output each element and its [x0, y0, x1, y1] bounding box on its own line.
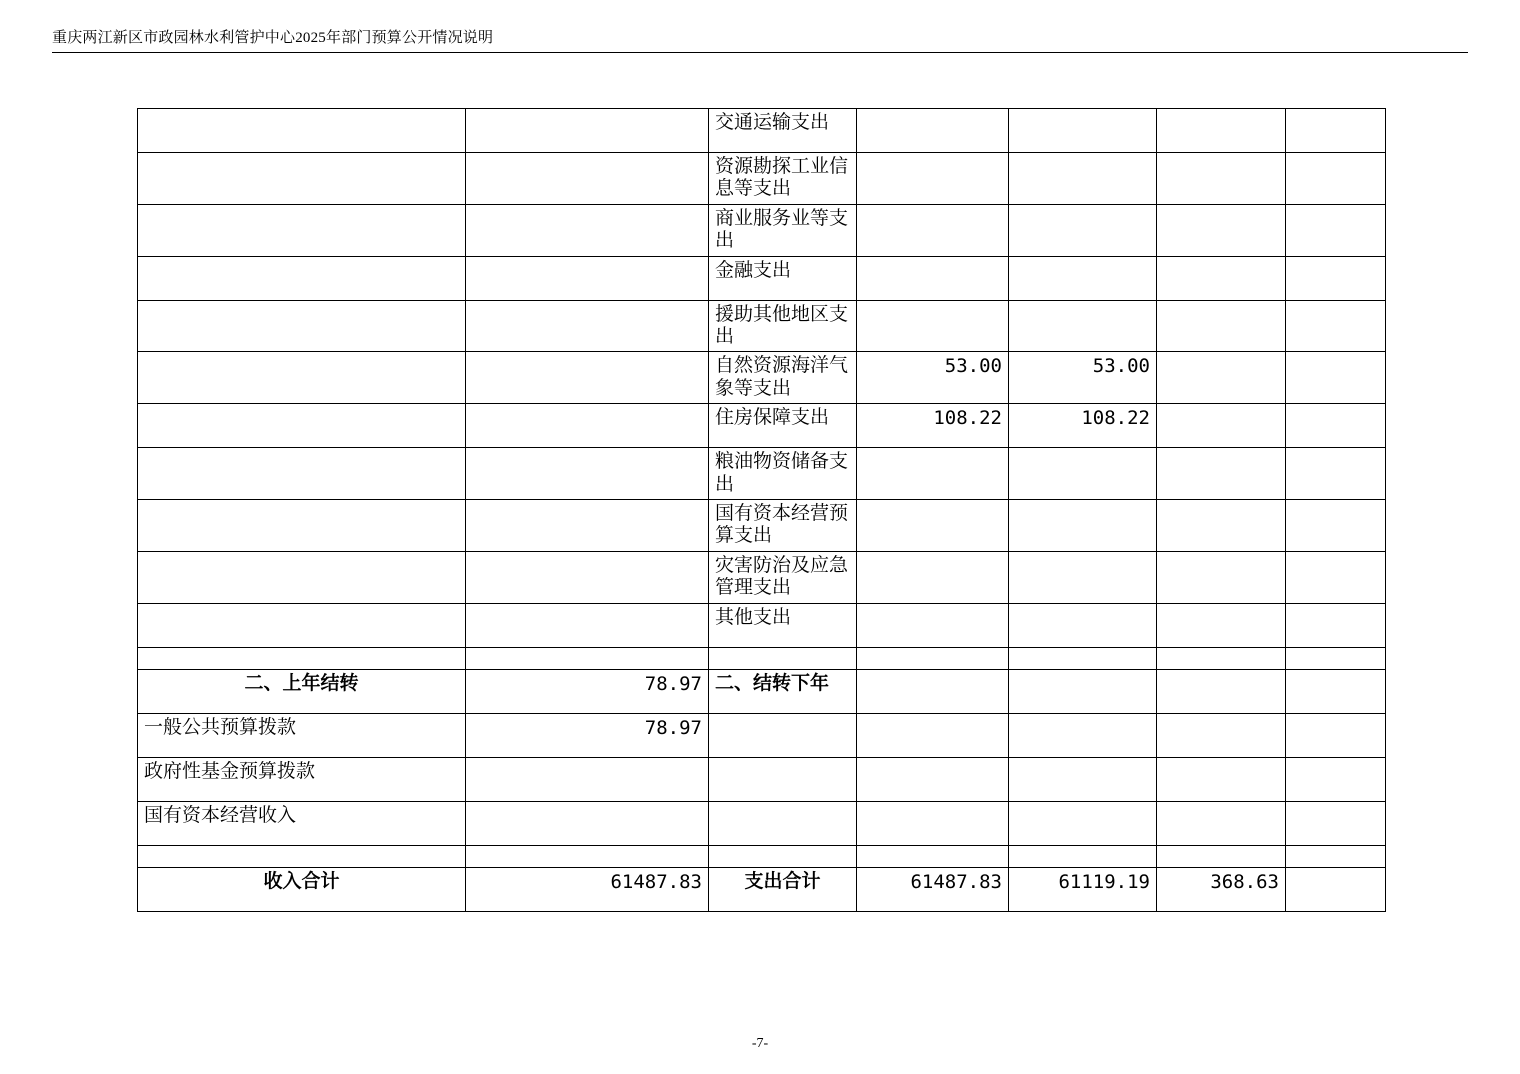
cell-expense-item: 商业服务业等支出	[709, 204, 857, 256]
table-row	[138, 500, 1386, 552]
cell-expense-total	[857, 801, 1009, 845]
table-row	[138, 757, 1386, 801]
table-row	[138, 404, 1386, 448]
cell-income-amount	[466, 845, 709, 867]
cell-expense-total	[857, 109, 1009, 153]
cell-expense-other	[1286, 757, 1386, 801]
cell-expense-total	[857, 153, 1009, 205]
cell-expense-other	[1286, 551, 1386, 603]
cell-income-item	[138, 109, 466, 153]
table-row	[138, 256, 1386, 300]
cell-income-amount: 78.97	[466, 669, 709, 713]
cell-expense-other	[1286, 669, 1386, 713]
cell-income-amount	[466, 204, 709, 256]
cell-expense-project	[1157, 647, 1286, 669]
cell-expense-project	[1157, 153, 1286, 205]
cell-income-item	[138, 500, 466, 552]
cell-income-amount	[466, 448, 709, 500]
cell-income-item	[138, 256, 466, 300]
cell-expense-total	[857, 713, 1009, 757]
cell-income-item	[138, 300, 466, 352]
cell-expense-item	[709, 757, 857, 801]
cell-expense-total	[857, 845, 1009, 867]
cell-income-amount	[466, 801, 709, 845]
cell-expense-basic	[1009, 153, 1157, 205]
page-number: -7-	[751, 1036, 769, 1051]
cell-expense-other	[1286, 404, 1386, 448]
cell-expense-basic	[1009, 500, 1157, 552]
cell-expense-total	[857, 448, 1009, 500]
cell-expense-total	[857, 603, 1009, 647]
table-row	[138, 352, 1386, 404]
cell-expense-total: 53.00	[857, 352, 1009, 404]
cell-expense-basic	[1009, 551, 1157, 603]
cell-expense-other	[1286, 713, 1386, 757]
table-row	[138, 713, 1386, 757]
table-row	[138, 448, 1386, 500]
table-row	[138, 300, 1386, 352]
cell-expense-other	[1286, 300, 1386, 352]
cell-expense-item	[709, 713, 857, 757]
cell-income-item: 二、上年结转	[138, 669, 466, 713]
table-row-totals	[138, 867, 1386, 911]
cell-expense-basic	[1009, 204, 1157, 256]
cell-expense-other	[1286, 845, 1386, 867]
cell-income-item: 一般公共预算拨款	[138, 713, 466, 757]
table-row-carryover-prev	[138, 669, 1386, 713]
cell-income-item	[138, 404, 466, 448]
cell-income-total-amount: 61487.83	[466, 867, 709, 911]
cell-expense-total	[857, 204, 1009, 256]
cell-expense-basic: 108.22	[1009, 404, 1157, 448]
cell-expense-item	[709, 801, 857, 845]
cell-expense-item	[709, 647, 857, 669]
cell-expense-total-amount: 61487.83	[857, 867, 1009, 911]
cell-income-amount: 78.97	[466, 713, 709, 757]
cell-expense-project	[1157, 109, 1286, 153]
cell-expense-other	[1286, 647, 1386, 669]
cell-expense-basic	[1009, 603, 1157, 647]
cell-income-item	[138, 448, 466, 500]
cell-expense-total: 108.22	[857, 404, 1009, 448]
cell-expense-item: 资源勘探工业信息等支出	[709, 153, 857, 205]
cell-expense-project	[1157, 404, 1286, 448]
cell-expense-project	[1157, 256, 1286, 300]
cell-expense-project	[1157, 352, 1286, 404]
cell-income-amount	[466, 757, 709, 801]
budget-table-container	[137, 108, 1385, 912]
cell-expense-total	[857, 500, 1009, 552]
cell-expense-other	[1286, 352, 1386, 404]
cell-expense-basic-amount: 61119.19	[1009, 867, 1157, 911]
cell-income-amount	[466, 153, 709, 205]
cell-expense-item: 其他支出	[709, 603, 857, 647]
cell-expense-item: 国有资本经营预算支出	[709, 500, 857, 552]
budget-table-body	[138, 109, 1386, 912]
cell-income-amount	[466, 352, 709, 404]
cell-income-amount	[466, 404, 709, 448]
cell-expense-basic	[1009, 669, 1157, 713]
cell-expense-item: 粮油物资储备支出	[709, 448, 857, 500]
header-divider	[52, 52, 1468, 53]
cell-expense-basic	[1009, 757, 1157, 801]
cell-expense-basic	[1009, 300, 1157, 352]
cell-expense-item: 交通运输支出	[709, 109, 857, 153]
cell-income-item	[138, 647, 466, 669]
cell-expense-item: 二、结转下年	[709, 669, 857, 713]
cell-expense-project	[1157, 500, 1286, 552]
cell-expense-other	[1286, 153, 1386, 205]
cell-expense-other	[1286, 448, 1386, 500]
cell-expense-project	[1157, 801, 1286, 845]
table-row	[138, 551, 1386, 603]
cell-expense-basic	[1009, 713, 1157, 757]
cell-expense-other	[1286, 603, 1386, 647]
cell-income-total-label: 收入合计	[138, 867, 466, 911]
cell-expense-project	[1157, 300, 1286, 352]
cell-expense-item	[709, 845, 857, 867]
cell-expense-total	[857, 300, 1009, 352]
cell-income-amount	[466, 603, 709, 647]
cell-expense-project	[1157, 603, 1286, 647]
cell-income-item	[138, 153, 466, 205]
cell-expense-total	[857, 757, 1009, 801]
cell-expense-total	[857, 256, 1009, 300]
cell-expense-total-label: 支出合计	[709, 867, 857, 911]
cell-income-item: 国有资本经营收入	[138, 801, 466, 845]
cell-expense-basic	[1009, 109, 1157, 153]
cell-expense-project	[1157, 669, 1286, 713]
cell-expense-basic	[1009, 845, 1157, 867]
table-row	[138, 845, 1386, 867]
cell-expense-item: 自然资源海洋气象等支出	[709, 352, 857, 404]
cell-expense-basic	[1009, 256, 1157, 300]
cell-expense-project	[1157, 204, 1286, 256]
cell-income-amount	[466, 300, 709, 352]
cell-income-item	[138, 551, 466, 603]
table-row	[138, 647, 1386, 669]
cell-expense-item: 住房保障支出	[709, 404, 857, 448]
cell-expense-total	[857, 647, 1009, 669]
cell-income-item	[138, 352, 466, 404]
page-header-title: 重庆两江新区市政园林水利管护中心2025年部门预算公开情况说明	[52, 30, 494, 46]
cell-expense-item: 金融支出	[709, 256, 857, 300]
table-row	[138, 153, 1386, 205]
budget-table	[137, 108, 1386, 912]
cell-expense-other	[1286, 500, 1386, 552]
cell-expense-project	[1157, 448, 1286, 500]
cell-expense-project-amount: 368.63	[1157, 867, 1286, 911]
cell-expense-other	[1286, 801, 1386, 845]
cell-expense-item: 灾害防治及应急管理支出	[709, 551, 857, 603]
cell-expense-basic: 53.00	[1009, 352, 1157, 404]
table-row	[138, 204, 1386, 256]
cell-expense-total	[857, 669, 1009, 713]
cell-income-item	[138, 204, 466, 256]
cell-expense-project	[1157, 757, 1286, 801]
cell-expense-other-amount	[1286, 867, 1386, 911]
cell-income-amount	[466, 500, 709, 552]
cell-income-item	[138, 603, 466, 647]
cell-income-amount	[466, 256, 709, 300]
cell-income-item	[138, 845, 466, 867]
table-row	[138, 109, 1386, 153]
cell-expense-basic	[1009, 448, 1157, 500]
cell-expense-basic	[1009, 801, 1157, 845]
table-row	[138, 801, 1386, 845]
cell-expense-basic	[1009, 647, 1157, 669]
cell-expense-project	[1157, 551, 1286, 603]
cell-expense-other	[1286, 109, 1386, 153]
cell-income-amount	[466, 551, 709, 603]
cell-expense-project	[1157, 713, 1286, 757]
cell-expense-total	[857, 551, 1009, 603]
cell-income-item: 政府性基金预算拨款	[138, 757, 466, 801]
cell-expense-other	[1286, 256, 1386, 300]
cell-income-amount	[466, 647, 709, 669]
cell-expense-project	[1157, 845, 1286, 867]
cell-income-amount	[466, 109, 709, 153]
cell-expense-item: 援助其他地区支出	[709, 300, 857, 352]
table-row	[138, 603, 1386, 647]
cell-expense-other	[1286, 204, 1386, 256]
